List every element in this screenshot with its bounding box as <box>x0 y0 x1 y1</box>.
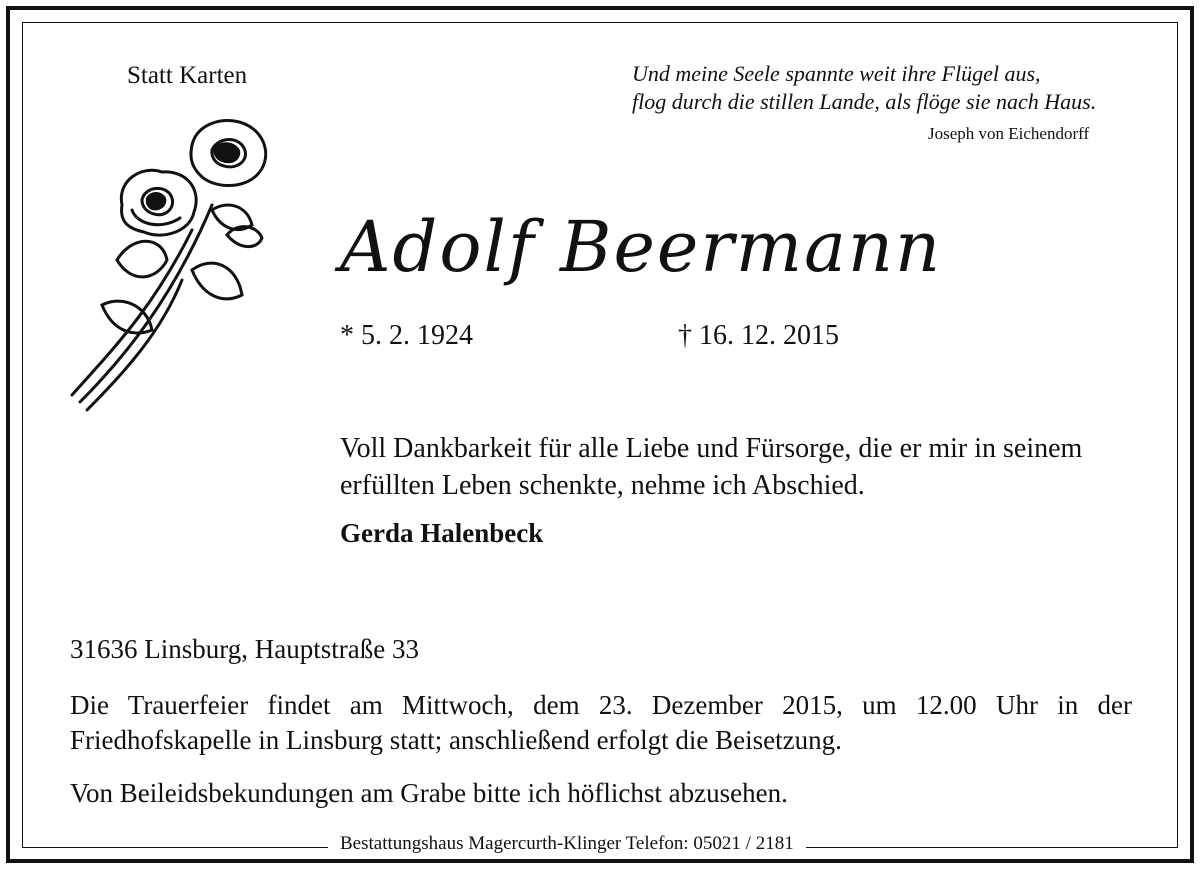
condolence-note: Von Beileidsbekundungen am Grabe bitte ich höflichst abzusehen. <box>70 778 788 808</box>
poem-quote <box>632 60 1096 116</box>
death-date: † 16. 12. 2015 <box>678 320 839 351</box>
signer-name: Gerda Halenbeck <box>340 518 544 548</box>
quote-author: Joseph von Eichendorff <box>928 124 1090 143</box>
statt-karten-label: Statt Karten <box>127 62 248 89</box>
ceremony-info: Die Trauerfeier findet am Mittwoch, dem 23. Dezember 2015, um 12.00 Uhr in der Friedhofskapelle in Linsburg statt; anschließend erfolgt die Beisetzung. <box>70 690 1132 755</box>
quote-line-1: Und meine Seele spannte weit ihre Flügel aus, <box>632 61 1041 86</box>
undertaker-footer: Bestattungshaus Magercurth-Klinger Telefon: 05021 / 2181 <box>328 833 806 855</box>
birth-date: * 5. 2. 1924 <box>340 320 473 351</box>
farewell-message: Voll Dankbarkeit für alle Liebe und Fürsorge, die er mir in seinem erfüllten Leben schenkte, nehme ich Abschied. <box>340 433 1083 501</box>
address: 31636 Linsburg, Hauptstraße 33 <box>70 634 419 664</box>
roses-illustration-icon <box>62 110 282 430</box>
quote-line-2: flog durch die stillen Lande, als flöge sie nach Haus. <box>632 89 1097 114</box>
deceased-name: Adolf Beermann <box>340 206 943 288</box>
